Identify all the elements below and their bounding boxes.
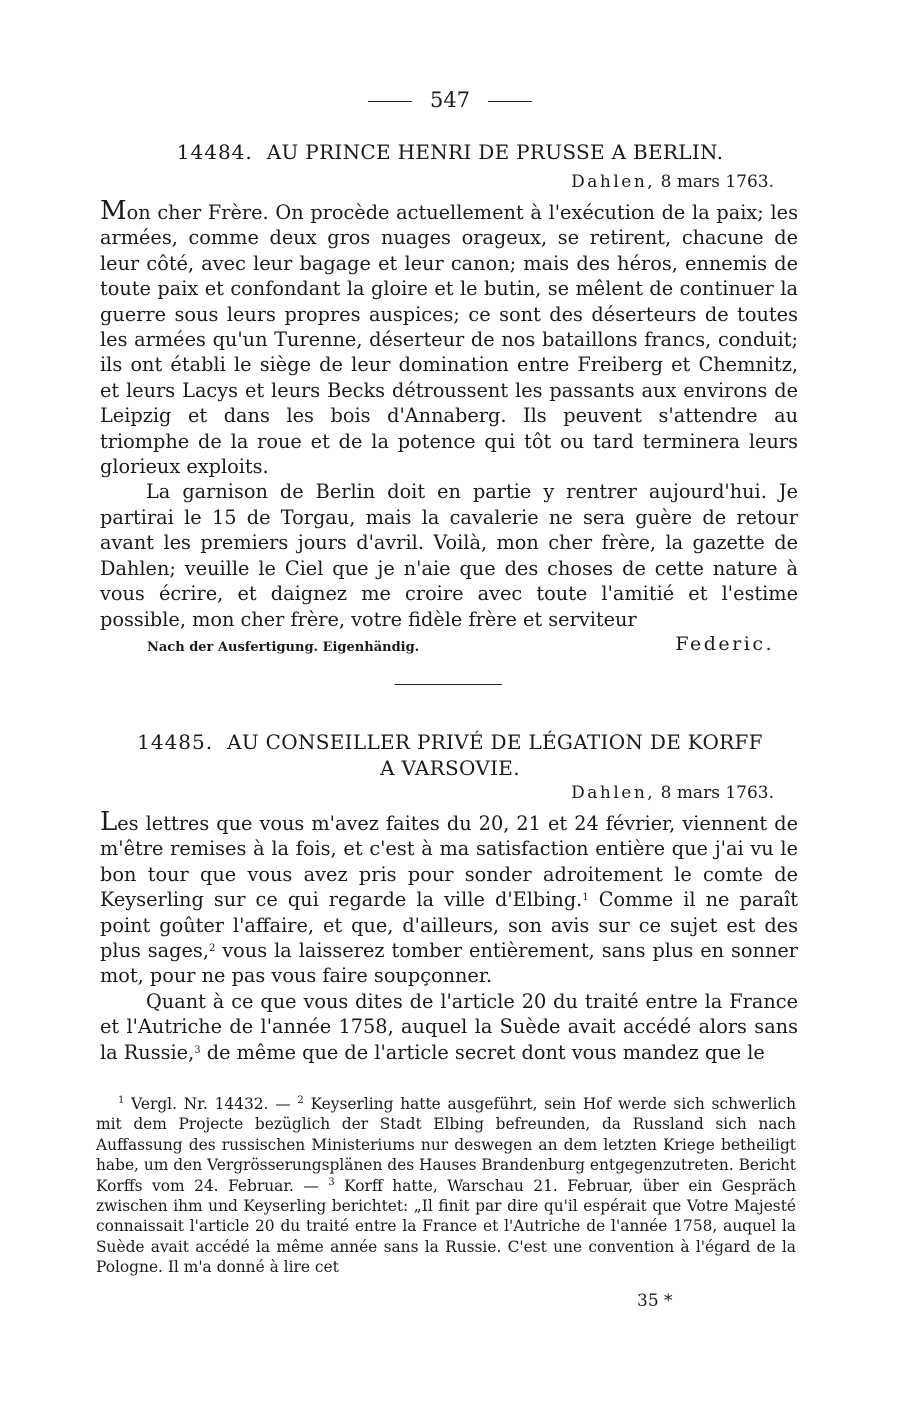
letter-1-paragraph-1 — [100, 196, 798, 479]
letter-1-signature: Federic. — [675, 633, 774, 655]
footnote-text-1: Vergl. Nr. 14432. — — [124, 1095, 298, 1113]
paragraph-text: vous la laisserez tomber entièrement, sans plus en sonner mot, pour ne pas vous faire soupçonner. — [100, 939, 798, 988]
letter-2-body — [100, 807, 798, 1065]
letter-2-heading-line-2: A VARSOVIE. — [380, 756, 520, 780]
letter-2-paragraph-1 — [100, 807, 798, 989]
footnote-marker-1: 1 — [118, 1095, 125, 1106]
footnote-ref-2[interactable]: 2 — [208, 943, 216, 955]
letter-1-dateline — [571, 172, 774, 192]
page-header — [0, 88, 900, 112]
paragraph-text: on cher Frère. On procède actuellement à l'exécution de la paix; les armées, comme deux gros nuages orageux, se retirent, chacune de leur côté, avec leur bagage et leur canon; mais des héros, ennemis de toute paix et confondant la gloire et le butin, se mêlent de continuer la guerre sous leurs propres auspices; ce sont des déserteurs de toutes les armées qu'un Turenne, déserteur de nos bataillons francs, conduit; ils ont établi le siège de leur domination entre Freiberg et Chemnitz, et leurs Lacys et leurs Becks détroussent les passants aux environs de Leipzig et dans les bois d'Annaberg. Ils peuvent s'attendre au triomphe de la roue et de la potence qui tôt ou tard terminera leurs glorieux exploits. — [100, 201, 798, 479]
letter-2-number: 14485. — [137, 730, 214, 754]
paragraph-text: Quant à ce que vous dites de l'article 20 du traité entre la France et l'Autriche de l'année 1758, auquel la Suède avait accédé alors sans la Russie, — [100, 989, 798, 1064]
signature-mark: 35 * — [637, 1291, 673, 1311]
letter-2-title — [100, 730, 800, 780]
letter-2-paragraph-2 — [100, 989, 798, 1065]
letter-2-dateline — [571, 783, 774, 803]
letter-1-place: Dahlen, — [571, 172, 656, 192]
footnote-block — [96, 1094, 796, 1278]
footnote-marker-3: 3 — [328, 1176, 335, 1188]
paragraph-text: Comme il ne paraît point goûter l'affaire, et que, d'ailleurs, son avis sur ce sujet est des plus sages, — [100, 888, 798, 963]
letter-2-heading-line-1 — [100, 730, 800, 754]
footnote-text-2: Keyserling hatte ausgeführt, sein Hof werde sich schwerlich mit dem Projecte bezüglich der Stadt Elbing befreunden, da Russland sich nach Auffassung des russischen Ministeriums nur deswegen an dem letzten Kriege betheiligt habe, um den Vergrösserungsplänen des Hauses Brandenburg entgegenzutreten. Bericht Korffs vom 24. Februar. — — [96, 1095, 797, 1195]
letter-1-number: 14484. — [176, 140, 253, 164]
footnote-ref-1[interactable]: 1 — [582, 892, 589, 904]
letter-1-heading: AU PRINCE HENRI DE PRUSSE A BERLIN. — [266, 140, 724, 164]
letter-2-date: 8 mars 1763. — [660, 783, 774, 803]
letter-1-date: 8 mars 1763. — [660, 172, 774, 192]
drop-capital: L — [100, 807, 118, 837]
footnote-marker-2: 2 — [297, 1095, 304, 1106]
footnote-ref-3[interactable]: 3 — [194, 1044, 201, 1056]
footnote-text-3: Korff hatte, Warschau 21. Februar, über ein Gespräch zwischen ihm und Keyserling berichtet: „Il finit par dire qu'il espérait que Votre Majesté connaissait l'article 20 du traité entre la France et l'Autriche de l'année 1758, auquel la Suède avait accédé la même année sans la Russie. C'est une convention à l'égard de la Pologne. Il m'a donné à lire cet — [96, 1176, 796, 1277]
paragraph-text: de même que de l'article secret dont vous mandez que le — [200, 1040, 765, 1064]
letter-2-heading: AU CONSEILLER PRIVÉ DE LÉGATION DE KORFF — [227, 730, 763, 754]
drop-capital: M — [100, 196, 127, 226]
header-rule-left — [368, 101, 412, 102]
page-number: 547 — [429, 88, 471, 112]
footnotes — [96, 1094, 796, 1278]
header-rule-right — [488, 101, 532, 102]
paragraph-text: es lettres que vous m'avez faites du 20, 21 et 24 février, viennent de m'être remises à la fois, et c'est à ma satisfaction entière que j'ai vu le bon tour que vous avez pris pour sonder adroitement le comte de Keyserling sur ce qui regarde la ville d'Elbing. — [100, 812, 798, 912]
letter-1-paragraph-2: La garnison de Berlin doit en partie y rentrer aujourd'hui. Je partirai le 15 de Torgau, mais la cavalerie ne sera guère de retour avant les premiers jours d'avril. Voilà, mon cher frère, la gazette de Dahlen; veuille le Ciel que je n'aie que des choses de cette nature à vous écrire, et daignez me croire avec toute l'amitié et l'estime possible, mon cher frère, votre fidèle frère et serviteur — [100, 480, 798, 631]
letter-1-title — [100, 140, 800, 164]
letter-1-body — [100, 196, 798, 632]
letter-1-source-note: Nach der Ausfertigung. Eigenhändig. — [147, 640, 420, 655]
letter-2-place: Dahlen, — [571, 783, 656, 803]
section-separator — [395, 684, 502, 685]
